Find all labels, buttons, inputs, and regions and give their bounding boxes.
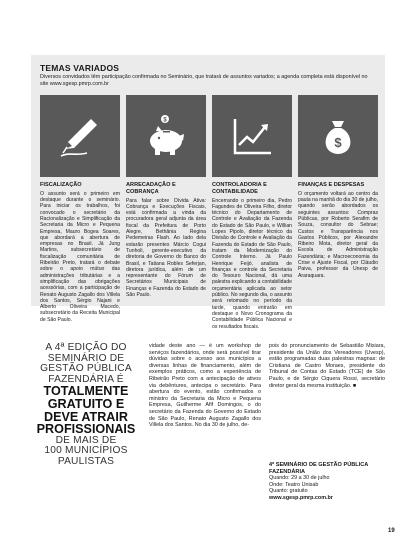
pull-quote-line-bold: PROFISSIONAIS [36,422,136,437]
pull-quote-line: SEMINÁRIO DE [47,352,125,364]
pull-quote [31,343,141,468]
event-title: 4º SEMINÁRIO DE GESTÃO PÚBLICA FAZENDÁRIA [269,462,369,475]
pull-quote-line: 100 MUNICÍPIOS [44,445,128,457]
topic-controladoria [212,182,292,330]
pull-quote-line-bold: DEVE ATRAIR [44,409,128,424]
topic-body: O assunto será o primeiro em destaque durante o seminário. Para iniciar os trabalhos, foi convocado o secretário da Racionalização e Simplificação da Secretaria da Micro e Pequena Empresa, Mauro Bogea Soares, que abordará a abertura de empresas no Brasil. Já Jung Martins, subsecretário de fiscalização comunitária de Ribeirão Preto, tratará o debate sobre o apoio mútuo das administrações tributárias e a simplificação das obrigações acessórias, com a participação de Renato Augusto Zagallo dos Villela dos Santos, Sérgio Najani e Alberto Oliveira Macedo, subsecretário da Receita Municipal de São Paulo. [40,190,120,323]
pull-quote-line-bold: GRATUITO E [47,396,125,411]
box-title: TEMAS VARIADOS [40,63,120,73]
pull-quote-line: FAZENDÁRIA É [48,373,124,385]
money-bag-icon [298,95,378,177]
pull-quote-line: A 4ª EDIÇÃO DO [45,342,127,353]
topic-body: O orçamento voltará ao centro da pauta na manhã do dia 30 de julho, quando serão abordados os seguintes assuntos: Compras Públicas, por Roberto Serafim de Souza, consultor do Sebrae; Custos e Transparência nos Gastos Públicos, por Alexandre Ribeiro Mota, diretor geral da Escola de Administração Fazendária; e Macroeconomia da Crise e Ajuste Fiscal, por Cláudio Paiva, professor da Unesp de Araraquara. [298,190,378,279]
page-number: 19 [388,528,395,534]
event-url: www.sgesp.pmrp.com.br [269,494,333,501]
article-section [31,343,385,523]
pull-quote-line-bold: TOTALMENTE [43,384,129,399]
icon-row [40,95,378,177]
article-column-1: vidade deste ano — é um workshop de serviços fazendários, onde será possível tirar dúvidas sobre o acesso aos municípios a diversas linhas de financiamento, além de exemplos práticos, como a experiência de Ribeirão Preto com a antecipação de ativos via debêntures, antecipa o secretário. Para abertura do evento, estão confirmados o ministro da Secretaria da Micro e Pequena Empresa, Guilherme Afif Domingos, o do secretário da Fazenda do Governo do Estado de São Paulo, Renato Augusto Zagallo dos Villela dos Santos. No dia 30 de julho, de- [149,343,261,429]
svg-text:$: $ [334,135,342,150]
topic-heading: FISCALIZAÇÃO [40,182,82,188]
article-column-2: pois do pronunciamento de Sebastião Misiara, presidente da União dos Vereadores (Uvesp), estão programadas duas palestras magnas: de Cristiana de Castro Moraes, presidente do Tribunal de Contas do Estado (TCE) de São Paulo, e de Sérgio Ciquera Rossi, secretário diretor geral da mesma instituição. ■ [269,343,385,389]
topic-body: Para falar sobre Dívida Ativa: Cobrança e Execuções Fiscais, está confirmada a vinda da procuradora geral adjunta da área fiscal da Prefeitura de Porto Alegre, Bethânia Regina Pedemeiras Flash. Ao lado dela estarão presentes Márcio Cogui Tunholi, gerente-executivo da diretoria de Governo do Banco do Brasil, e Tatiana Robles Seferjan, diretora jurídica, além de um representante do Fórum de Secretários Municipais de Finanças e Fazenda do Estado de São Paulo. [126,197,206,299]
topics-box [31,55,385,330]
topic-heading: CONTROLADORIA E CONTABILIDADE [212,182,267,195]
topic-arrecadacao [126,182,206,330]
box-intro: Diversos convidados têm participação confirmada no Seminário, que tratará de assuntos variados; a agenda completa está disponível no site www.sgesp.pmrp.com.br [40,74,368,87]
event-price: Quanto: gratuito [269,488,308,495]
svg-text:$: $ [163,117,167,124]
growth-chart-icon [212,95,292,177]
topic-heading: FINANÇAS E DESPESAS [298,182,365,188]
topic-columns [40,182,378,330]
pen-icon [40,95,120,177]
topic-fiscalizacao [40,182,120,330]
pull-quote-line: DE MAIS DE [55,434,117,446]
pull-quote-line: PAULISTAS [57,455,115,467]
event-info [269,462,379,502]
topic-financas [298,182,378,330]
topic-heading: ARRECADAÇÃO E COBRANÇA [126,182,176,195]
topic-body: Encerrando o primeiro dia, Pedro Fagundes de Oliveira Filho, diretor técnico do Departamento de Controle e Avaliação da Fazenda do Estado de São Paulo, e Willian Lopes Pipolo, diretor técnico da Divisão de Controle e Avaliação da Fazenda do Estado de São Paulo, tratam da Modernização do Controle Interno. Já Paulo Henrique Feijó, analista de finanças e controle da Secretaria do Tesouro Nacional, dá uma palestra explicando a contabilidade orçamentária aplicada ao setor público. No segundo dia, o assunto será retomado no período da tarde, quando entrarão em destaque o Novo Cronograma da Contabilidade Pública Nacional e os resultados fiscais. [212,197,292,330]
event-dates: Quando: 29 a 30 de julho [269,475,330,482]
pull-quote-line: GESTÃO PÚBLICA [40,363,132,375]
event-venue: Onde: Teatro Unisab [269,481,319,488]
piggy-bank-icon [126,95,206,177]
